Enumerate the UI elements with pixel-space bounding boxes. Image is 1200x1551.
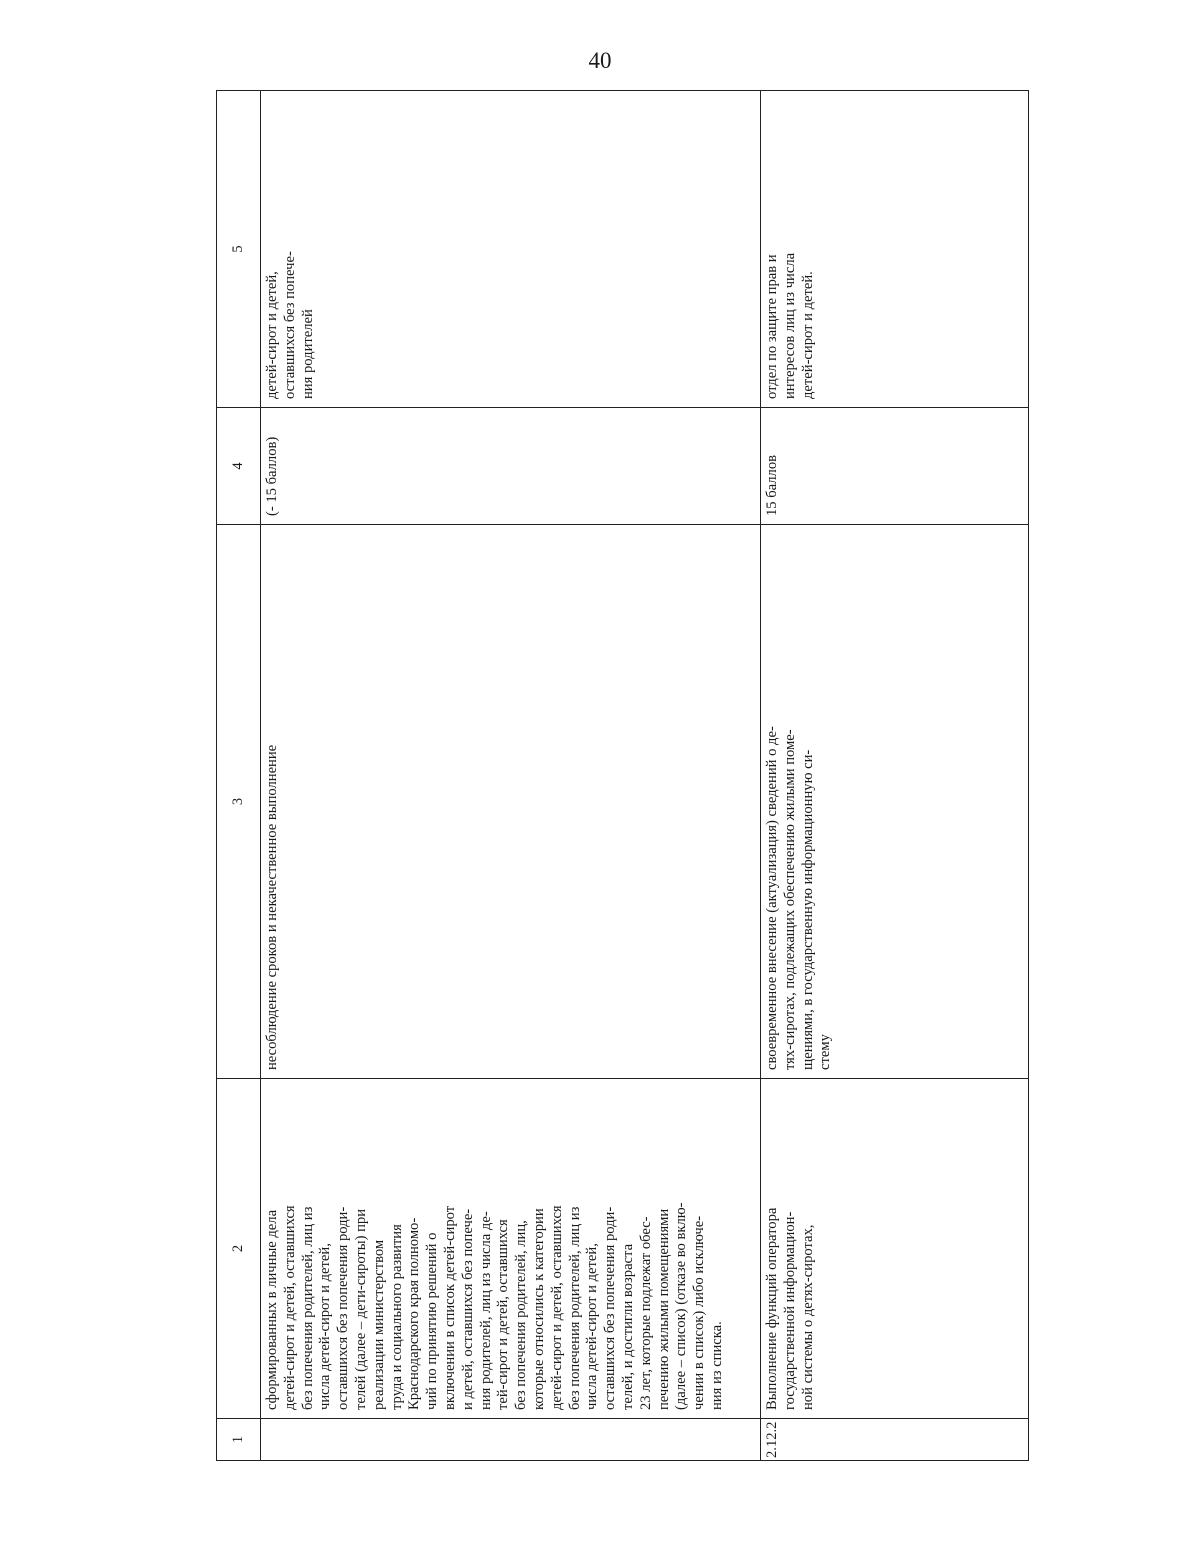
rotated-table-container (216, 91, 1029, 1461)
text-line: чий по принятию решений о (424, 1232, 441, 1410)
text-line: без попечения родителей, лиц из (299, 1206, 316, 1410)
table-row (761, 91, 1029, 1461)
text-line: ния родителей, лиц из числа де- (477, 1211, 494, 1410)
criterion-description-cell (261, 1079, 761, 1419)
table-header-row (217, 91, 261, 1461)
text-line: детей-сирот и детей, оставшихся (548, 1205, 565, 1410)
responsible-unit-cell (761, 91, 1029, 408)
responsible-unit-cell (261, 91, 761, 408)
text-line: ной системы о детях-сиротах, (799, 1224, 816, 1410)
text-line: без попечения родителей, лиц из (566, 1206, 583, 1410)
text-line: 23 лет, которые подлежат обес- (637, 1216, 654, 1410)
text-line: своевременное внесение (актуализация) сведений о де- (764, 726, 780, 1070)
text-line: которые относились к категории (530, 1208, 547, 1410)
text-line: включении в список детей-сирот (441, 1205, 458, 1410)
text-line: телей, и достигли возраста (619, 1243, 636, 1410)
text-line: Выполнение функций оператора (764, 1207, 780, 1410)
text-line: сформированных в личные дела (264, 1209, 280, 1410)
text-line: числа детей-сирот и детей, (317, 1243, 334, 1410)
text-line: оставшихся без попечения роди- (335, 1206, 352, 1410)
text-line: чении в список) либо исключе- (691, 1215, 708, 1410)
score-cell: 15 баллов (761, 408, 1029, 525)
text-line: числа детей-сирот и детей, (584, 1243, 601, 1410)
text-line: оставшихся без попече- (281, 251, 298, 399)
header-col-2: 2 (217, 1079, 261, 1419)
text-line: труда и социального развития (388, 1224, 405, 1410)
text-line: (далее – список) (отказе во вклю- (673, 1202, 690, 1410)
text-line: ния родителей (299, 309, 316, 399)
indicator-cell (761, 525, 1029, 1079)
page-number: 40 (588, 48, 612, 73)
text-line: и детей, оставшихся без попече- (459, 1208, 476, 1410)
criterion-description-cell (761, 1079, 1029, 1419)
text-line: интересов лиц из числа (781, 252, 798, 399)
text-line: тей-сирот и детей, оставшихся (495, 1219, 512, 1410)
text-line: тях-сиротах, подлежащих обеспечению жилыми поме- (781, 729, 798, 1070)
text-line: ния из списка. (708, 1321, 725, 1410)
text-line: реализации министерством (370, 1239, 387, 1410)
text-line: щениями, в государственную информационную си- (799, 749, 816, 1070)
text-line: отдел по защите прав и (764, 254, 780, 399)
document-table (216, 90, 1029, 1461)
text-line: Краснодарского края полномо- (406, 1217, 423, 1410)
header-col-3: 3 (217, 525, 261, 1079)
text-line: детей-сирот и детей, оставшихся (281, 1205, 298, 1410)
row-number-cell: 2.12.2 (761, 1419, 1029, 1461)
text-line: стему (817, 1034, 834, 1070)
text-line: детей-сирот и детей, (264, 271, 280, 399)
header-col-4: 4 (217, 408, 261, 525)
text-line: без попечения родителей, лиц, (513, 1220, 530, 1410)
text-line: оставшихся без попечения роди- (602, 1206, 619, 1410)
text-line: телей (далее – дети-сироты) при (352, 1208, 369, 1410)
indicator-cell: несоблюдение сроков и некачественное выполнение (261, 525, 761, 1079)
text-line: государственной информацион- (781, 1211, 798, 1410)
text-line: детей-сирот и детей. (799, 271, 816, 399)
header-col-1: 1 (217, 1419, 261, 1461)
table-row (261, 91, 761, 1461)
row-number-cell (261, 1419, 761, 1461)
text-line: печению жилыми помещениями (655, 1208, 672, 1410)
header-col-5: 5 (217, 91, 261, 408)
score-cell: (- 15 баллов) (261, 408, 761, 525)
